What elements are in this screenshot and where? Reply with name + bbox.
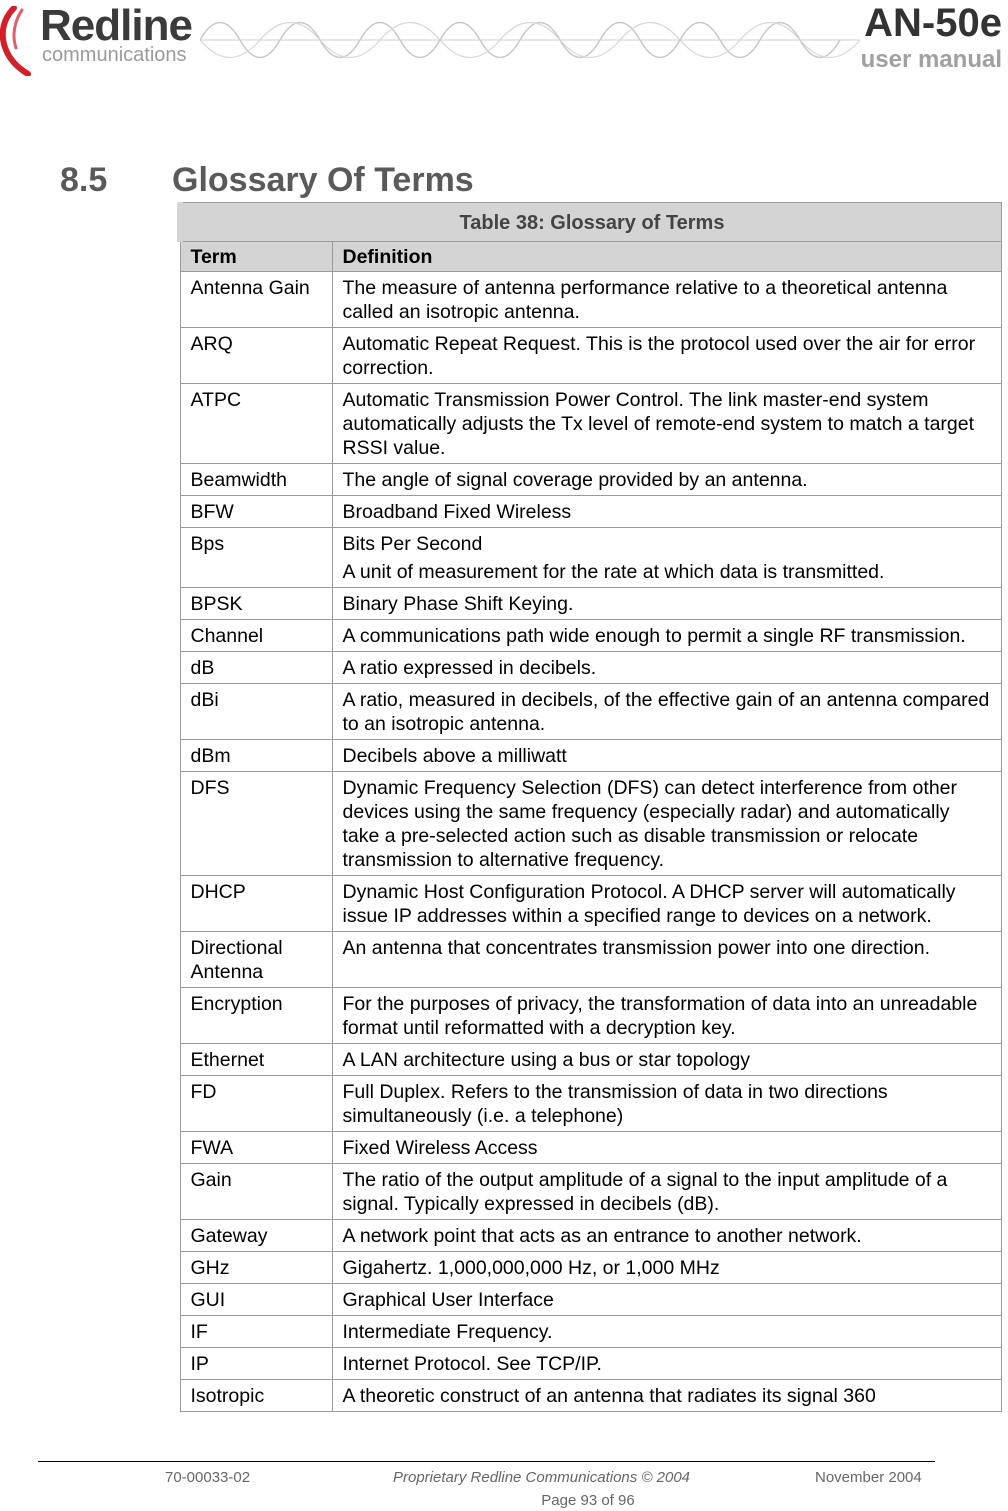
glossary-definition: [332, 464, 1002, 496]
section-title: Glossary Of Terms: [172, 161, 474, 199]
glossary-definition: [332, 1316, 1002, 1348]
glossary-term: BFW: [180, 496, 332, 528]
glossary-term: Beamwidth: [180, 464, 332, 496]
definition-paragraph: Internet Protocol. See TCP/IP.: [342, 1353, 602, 1375]
glossary-term: IP: [180, 1348, 332, 1380]
definition-paragraph: Automatic Repeat Request. This is the protocol used over the air for error correction.: [342, 333, 976, 379]
redline-logo-icon: [0, 6, 40, 76]
glossary-definition: [332, 528, 1002, 588]
table-row: [180, 932, 1002, 988]
glossary-term: DFS: [180, 772, 332, 876]
footer-page-number: Page 93 of 96: [541, 1492, 635, 1509]
glossary-definition: [332, 988, 1002, 1044]
glossary-definition: [332, 496, 1002, 528]
glossary-definition: [332, 1220, 1002, 1252]
table-row: [180, 652, 1002, 684]
table-row: [180, 528, 1002, 588]
footer-doc-number: 70-00033-02: [165, 1469, 251, 1486]
column-header-term: Term: [180, 242, 332, 272]
brand-subtitle: communications: [42, 44, 187, 66]
definition-paragraph: A ratio, measured in decibels, of the effective gain of an antenna compared to an isotropic antenna.: [342, 689, 990, 735]
definition-paragraph: Decibels above a milliwatt: [342, 745, 567, 767]
table-row: [180, 1220, 1002, 1252]
glossary-term: dBi: [180, 684, 332, 740]
column-header-definition: Definition: [332, 242, 1002, 272]
table-row: [180, 876, 1002, 932]
definition-paragraph: A ratio expressed in decibels.: [342, 657, 597, 679]
definition-paragraph: Fixed Wireless Access: [342, 1137, 538, 1159]
table-row: [180, 588, 1002, 620]
definition-paragraph: A communications path wide enough to permit a single RF transmission.: [342, 625, 966, 647]
definition-paragraph: Dynamic Frequency Selection (DFS) can detect interference from other devices using the same frequency (especially radar) and automatically take a pre-selected action such as disable transmission or relocate transmission to alternative frequency.: [342, 777, 958, 871]
glossary-term: Directional Antenna: [180, 932, 332, 988]
table-row: [180, 988, 1002, 1044]
table-row: [180, 1076, 1002, 1132]
glossary-definition: [332, 1164, 1002, 1220]
definition-paragraph: The angle of signal coverage provided by an antenna.: [342, 469, 808, 491]
definition-paragraph: The measure of antenna performance relative to a theoretical antenna called an isotropic antenna.: [342, 277, 948, 323]
section-number: 8.5: [60, 161, 108, 199]
table-row: [180, 464, 1002, 496]
table-row: [180, 1252, 1002, 1284]
glossary-definition: [332, 684, 1002, 740]
table-row: [180, 684, 1002, 740]
table-row: [180, 740, 1002, 772]
glossary-definition: [332, 384, 1002, 464]
glossary-definition: [332, 652, 1002, 684]
glossary-definition: [332, 772, 1002, 876]
glossary-definition: [332, 876, 1002, 932]
glossary-term: dBm: [180, 740, 332, 772]
definition-paragraph: A unit of measurement for the rate at which data is transmitted.: [342, 561, 885, 583]
definition-paragraph: A LAN architecture using a bus or star topology: [342, 1049, 751, 1071]
glossary-definition: [332, 1044, 1002, 1076]
table-row: [180, 1132, 1002, 1164]
glossary-term: Isotropic: [180, 1380, 332, 1412]
page-header: [0, 0, 1008, 90]
glossary-term: FWA: [180, 1132, 332, 1164]
definition-paragraph: An antenna that concentrates transmission power into one direction.: [342, 937, 931, 959]
glossary-term: ATPC: [180, 384, 332, 464]
definition-paragraph: Intermediate Frequency.: [342, 1321, 553, 1343]
definition-paragraph: Broadband Fixed Wireless: [342, 501, 572, 523]
definition-paragraph: Dynamic Host Configuration Protocol. A DHCP server will automatically issue IP addresses within a specified range to devices on a network.: [342, 881, 956, 927]
definition-paragraph: Full Duplex. Refers to the transmission of data in two directions simultaneously (i.e. a telephone): [342, 1081, 888, 1127]
glossary-definition: [332, 588, 1002, 620]
definition-paragraph: A theoretic construct of an antenna that radiates its signal 360: [342, 1385, 876, 1407]
definition-paragraph: A network point that acts as an entrance to another network.: [342, 1225, 862, 1247]
table-row: [180, 1316, 1002, 1348]
signal-wave-decoration: [200, 0, 860, 80]
brand-name: Redline: [40, 1, 192, 50]
table-row: [180, 328, 1002, 384]
glossary-term: GHz: [180, 1252, 332, 1284]
table-row: [180, 384, 1002, 464]
table-row: [180, 272, 1002, 328]
table-row: [180, 1284, 1002, 1316]
glossary-definition: [332, 932, 1002, 988]
footer-date: November 2004: [815, 1469, 922, 1486]
glossary-definition: [332, 1076, 1002, 1132]
table-row: [180, 772, 1002, 876]
glossary-term: GUI: [180, 1284, 332, 1316]
footer-copyright: Proprietary Redline Communications © 2004: [393, 1469, 691, 1486]
product-name: AN-50e: [864, 1, 1002, 45]
product-subtitle: user manual: [860, 46, 1002, 73]
definition-paragraph: The ratio of the output amplitude of a signal to the input amplitude of a signal. Typically expressed in decibels (dB).: [342, 1169, 948, 1215]
definition-paragraph: Graphical User Interface: [342, 1289, 554, 1311]
table-row: [180, 1164, 1002, 1220]
glossary-definition: [332, 1380, 1002, 1412]
table-row: [180, 496, 1002, 528]
definition-paragraph: Bits Per Second: [342, 533, 483, 555]
table-row: [180, 1044, 1002, 1076]
definition-paragraph: For the purposes of privacy, the transformation of data into an unreadable format until reformatted with a decryption key.: [342, 993, 978, 1039]
glossary-term: DHCP: [180, 876, 332, 932]
glossary-definition: [332, 1252, 1002, 1284]
section-heading: [60, 158, 474, 202]
table-row: [180, 1380, 1002, 1412]
glossary-term: dB: [180, 652, 332, 684]
glossary-term: Bps: [180, 528, 332, 588]
glossary-term: BPSK: [180, 588, 332, 620]
glossary-term: Channel: [180, 620, 332, 652]
glossary-term: Gateway: [180, 1220, 332, 1252]
glossary-definition: [332, 272, 1002, 328]
glossary-table-body: [180, 272, 1002, 1412]
glossary-definition: [332, 328, 1002, 384]
glossary-term: Ethernet: [180, 1044, 332, 1076]
definition-paragraph: Gigahertz. 1,000,000,000 Hz, or 1,000 MHz: [342, 1257, 720, 1279]
glossary-term: Gain: [180, 1164, 332, 1220]
table-row: [180, 1348, 1002, 1380]
glossary-table: [177, 202, 1002, 1412]
glossary-term: FD: [180, 1076, 332, 1132]
glossary-definition: [332, 1132, 1002, 1164]
table-row: [180, 620, 1002, 652]
glossary-term: ARQ: [180, 328, 332, 384]
glossary-definition: [332, 1284, 1002, 1316]
glossary-term: IF: [180, 1316, 332, 1348]
glossary-definition: [332, 1348, 1002, 1380]
glossary-definition: [332, 740, 1002, 772]
footer-rule: [38, 1461, 935, 1462]
definition-paragraph: Binary Phase Shift Keying.: [342, 593, 574, 615]
table-caption: Table 38: Glossary of Terms: [180, 203, 1002, 242]
glossary-definition: [332, 620, 1002, 652]
definition-paragraph: Automatic Transmission Power Control. The link master-end system automatically adjusts the Tx level of remote-end system to match a target RSSI value.: [342, 389, 975, 459]
glossary-term: Encryption: [180, 988, 332, 1044]
glossary-term: Antenna Gain: [180, 272, 332, 328]
